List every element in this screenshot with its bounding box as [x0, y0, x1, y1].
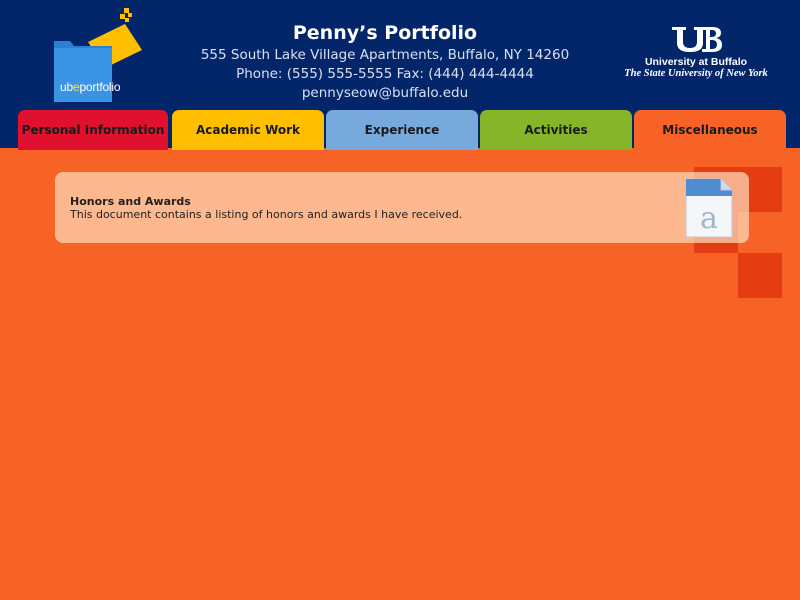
tab-bar	[18, 110, 788, 150]
header	[0, 0, 800, 148]
ubeportfolio-logo[interactable]	[50, 6, 145, 106]
ub-monogram-icon	[666, 24, 726, 54]
tab-activities[interactable]: Activities	[480, 110, 632, 150]
tab-experience[interactable]: Experience	[326, 110, 478, 150]
item-description: This document contains a listing of honors and awards I have received.	[70, 208, 463, 221]
tab-academic-work[interactable]: Academic Work	[172, 110, 324, 150]
logo-text: ubeportfolio	[60, 80, 121, 94]
document-icon[interactable]	[683, 176, 735, 240]
address-text: 555 South Lake Village Apartments, Buffalo, NY 14260	[200, 47, 570, 63]
ub-subtitle: The State University of New York	[624, 68, 768, 79]
decorative-square	[738, 253, 782, 298]
svg-text:a: a	[700, 201, 718, 236]
page-title: Penny’s Portfolio	[292, 22, 478, 44]
ub-logo[interactable]	[616, 24, 776, 80]
content-item-honors-and-awards[interactable]	[55, 172, 749, 243]
ub-name: University at Buffalo	[644, 56, 748, 68]
item-title[interactable]: Honors and Awards	[70, 195, 191, 208]
phone-text: Phone: (555) 555-5555 Fax: (444) 444-4444	[236, 66, 534, 82]
title-block	[190, 20, 580, 103]
tab-miscellaneous[interactable]: Miscellaneous	[634, 110, 786, 150]
email-text: pennyseow@buffalo.edu	[301, 85, 469, 101]
tab-personal-information[interactable]: Personal Information	[18, 110, 168, 150]
